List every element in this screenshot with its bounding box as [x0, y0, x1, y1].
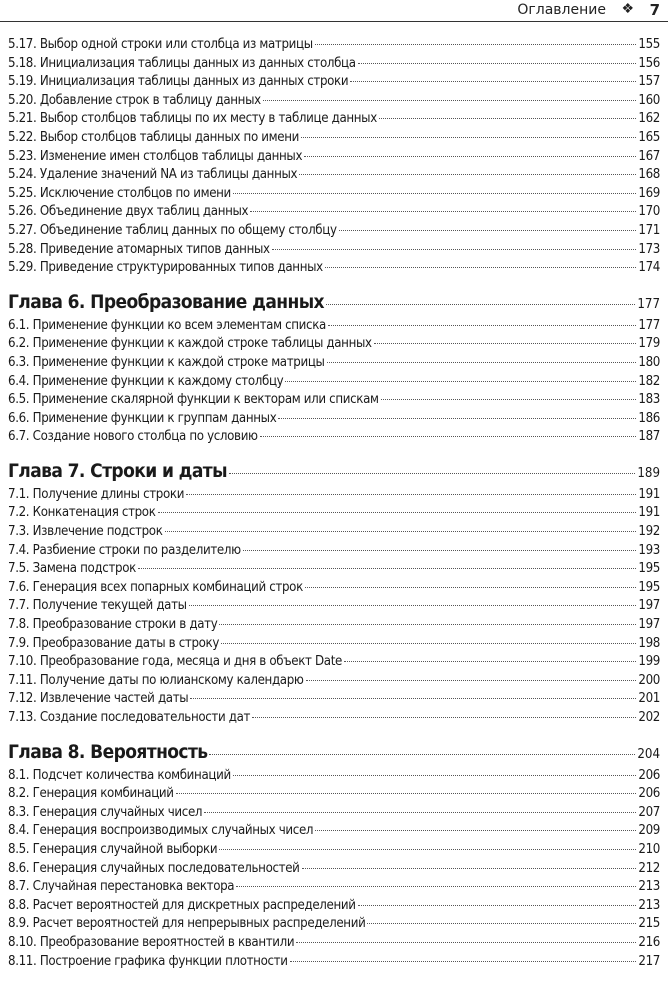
toc-entry-page: 186 [638, 410, 660, 426]
dot-leader [189, 605, 637, 606]
toc-entry-page: 160 [638, 92, 660, 108]
dot-leader [229, 473, 635, 474]
toc-entry-page: 171 [638, 222, 660, 238]
toc-entry-title: 8.9. Расчет вероятностей для непрерывных распределений [8, 916, 366, 932]
toc-entry[interactable] [8, 560, 660, 579]
chapter-title: Глава 8. Вероятность [8, 740, 208, 763]
toc-entry-title: 7.9. Преобразование даты в строку [8, 635, 220, 651]
toc-entry[interactable] [8, 222, 660, 241]
toc-entry[interactable] [8, 241, 660, 260]
toc-entry[interactable] [8, 36, 660, 55]
toc-entry[interactable] [8, 953, 660, 972]
toc-entry-title: 5.22. Выбор столбцов таблицы данных по имени [8, 129, 299, 145]
toc-entry-title: 5.27. Объединение таблиц данных по общему столбцу [8, 222, 337, 238]
toc-entry-title: 7.3. Извлечение подстрок [8, 524, 163, 540]
dot-leader [325, 267, 637, 268]
toc-entry-page: 212 [638, 860, 660, 876]
toc-entry-title: 6.3. Применение функции к каждой строке матрицы [8, 354, 325, 370]
header-divider [0, 21, 668, 22]
dot-leader [260, 436, 637, 437]
dot-leader [165, 531, 637, 532]
toc-entry-title: 5.23. Изменение имен столбцов таблицы данных [8, 148, 303, 164]
toc-entry-page: 197 [638, 598, 660, 614]
toc-entry[interactable] [8, 635, 660, 654]
dot-leader [350, 81, 636, 82]
chapter-page-number: 177 [637, 296, 660, 312]
toc-entry-page: 177 [638, 317, 660, 333]
toc-entry[interactable] [8, 616, 660, 635]
toc-entry-title: 7.2. Конкатенация строк [8, 505, 156, 521]
toc-entry-page: 169 [638, 185, 660, 201]
dot-leader [186, 494, 636, 495]
dot-leader [304, 156, 636, 157]
page-header [0, 0, 668, 22]
toc-entry[interactable] [8, 523, 660, 542]
toc-entry-page: 165 [638, 129, 660, 145]
toc-entry[interactable] [8, 767, 660, 786]
dot-leader [158, 512, 637, 513]
toc-entry[interactable] [8, 915, 660, 934]
dot-leader [305, 587, 637, 588]
toc-entry-page: 215 [638, 916, 660, 932]
toc-entry-page: 202 [638, 710, 660, 725]
toc-entry-page: 195 [638, 579, 660, 595]
dot-leader [219, 624, 636, 625]
table-of-contents [8, 36, 660, 971]
dot-leader [358, 905, 637, 906]
toc-entry-title: 8.11. Построение графика функции плотности [8, 953, 288, 969]
running-head-title: Оглавление [517, 2, 606, 18]
toc-entry-title: 8.6. Генерация случайных последовательностей [8, 860, 300, 876]
toc-entry-title: 5.24. Удаление значений NA из таблицы данных [8, 167, 298, 183]
toc-entry-title: 7.4. Разбиение строки по разделителю [8, 542, 241, 558]
toc-entry[interactable] [8, 317, 660, 336]
dot-leader [233, 775, 637, 776]
toc-entry-page: 179 [638, 336, 660, 352]
toc-entry-page: 157 [638, 74, 660, 90]
toc-entry-title: 7.12. Извлечение частей даты [8, 691, 189, 707]
toc-entry-page: 155 [638, 37, 660, 52]
toc-entry-page: 206 [638, 786, 660, 802]
dot-leader [250, 211, 636, 212]
dot-leader [290, 961, 637, 962]
section-gap [8, 447, 660, 459]
toc-entry-page: 187 [638, 429, 660, 445]
toc-entry-page: 156 [638, 55, 660, 71]
dot-leader [204, 812, 636, 813]
toc-entry[interactable] [8, 110, 660, 129]
dot-leader [306, 680, 637, 681]
toc-entry-page: 213 [638, 897, 660, 913]
toc-entry[interactable] [8, 841, 660, 860]
toc-entry[interactable] [8, 860, 660, 879]
dot-leader [296, 942, 636, 943]
toc-entry-page: 191 [638, 486, 660, 502]
dot-leader [176, 793, 637, 794]
chapter-heading[interactable] [8, 459, 660, 483]
toc-entry-page: 170 [638, 204, 660, 220]
toc-entry-title: 5.18. Инициализация таблицы данных из данных столбца [8, 55, 356, 71]
toc-entry-page: 182 [638, 373, 660, 389]
toc-entry-title: 5.17. Выбор одной строки или столбца из матрицы [8, 37, 313, 52]
dot-leader [263, 100, 637, 101]
dot-leader [243, 550, 637, 551]
toc-entry-title: 7.7. Получение текущей даты [8, 598, 187, 614]
page-number: 7 [649, 1, 660, 19]
toc-entry[interactable] [8, 542, 660, 561]
dot-leader [302, 868, 637, 869]
dot-leader [315, 830, 636, 831]
toc-entry[interactable] [8, 897, 660, 916]
toc-entry-title: 7.8. Преобразование строки в дату [8, 617, 218, 633]
toc-entry-title: 6.7. Создание нового столбца по условию [8, 429, 258, 445]
toc-entry-page: 199 [638, 654, 660, 670]
toc-entry-title: 6.5. Применение скалярной функции к векторам или спискам [8, 392, 379, 408]
dot-leader [379, 118, 637, 119]
toc-entry[interactable] [8, 55, 660, 74]
toc-entry-title: 5.21. Выбор столбцов таблицы по их месту в таблице данных [8, 111, 377, 127]
dot-leader [315, 44, 637, 45]
dot-leader [252, 717, 636, 718]
toc-entry-title: 8.7. Случайная перестановка вектора [8, 879, 235, 895]
section-gap [8, 728, 660, 740]
dot-leader [233, 193, 636, 194]
toc-entry-title: 7.13. Создание последовательности дат [8, 710, 251, 725]
dot-leader [190, 698, 636, 699]
dot-leader [138, 568, 636, 569]
toc-entry-title: 6.6. Применение функции к группам данных [8, 410, 277, 426]
dot-leader [339, 230, 637, 231]
toc-entry[interactable] [8, 185, 660, 204]
dot-leader [272, 249, 637, 250]
dot-leader [285, 381, 636, 382]
toc-entry-title: 8.4. Генерация воспроизводимых случайных чисел [8, 823, 314, 839]
toc-entry[interactable] [8, 822, 660, 841]
dot-leader [328, 325, 636, 326]
toc-entry-page: 174 [638, 260, 660, 276]
toc-entry-page: 183 [638, 392, 660, 408]
toc-entry-page: 216 [638, 934, 660, 950]
toc-entry-page: 162 [638, 111, 660, 127]
toc-entry[interactable] [8, 148, 660, 167]
toc-entry-title: 8.10. Преобразование вероятностей в квантили [8, 934, 295, 950]
dot-leader [374, 343, 637, 344]
chapter-heading[interactable] [8, 290, 660, 314]
toc-entry[interactable] [8, 92, 660, 111]
toc-entry-title: 6.1. Применение функции ко всем элементам списка [8, 317, 326, 333]
toc-entry-title: 5.26. Объединение двух таблиц данных [8, 204, 249, 220]
dot-leader [381, 399, 637, 400]
toc-entry-title: 7.11. Получение даты по юлианскому календарю [8, 672, 304, 688]
toc-entry-page: 197 [638, 617, 660, 633]
toc-entry[interactable] [8, 934, 660, 953]
dot-leader [358, 63, 637, 64]
toc-entry-title: 6.4. Применение функции к каждому столбцу [8, 373, 284, 389]
toc-entry-page: 195 [638, 561, 660, 577]
dot-leader [367, 923, 636, 924]
ornament-icon: ❖ [621, 1, 634, 17]
dot-leader [326, 304, 635, 305]
toc-entry-page: 173 [638, 241, 660, 257]
toc-entry-title: 7.6. Генерация всех попарных комбинаций строк [8, 579, 303, 595]
toc-entry[interactable] [8, 335, 660, 354]
toc-entry[interactable] [8, 579, 660, 598]
toc-entry-title: 8.2. Генерация комбинаций [8, 786, 174, 802]
toc-entry-title: 7.10. Преобразование года, месяца и дня в объект Date [8, 654, 342, 670]
toc-entry-title: 8.8. Расчет вероятностей для дискретных распределений [8, 897, 356, 913]
dot-leader [327, 362, 637, 363]
toc-entry[interactable] [8, 597, 660, 616]
toc-entry[interactable] [8, 373, 660, 392]
toc-entry[interactable] [8, 653, 660, 672]
toc-entry-page: 167 [638, 148, 660, 164]
toc-entry[interactable] [8, 259, 660, 278]
toc-entry-page: 217 [638, 953, 660, 969]
toc-entry[interactable] [8, 203, 660, 222]
toc-entry-page: 180 [638, 354, 660, 370]
toc-entry-title: 5.19. Инициализация таблицы данных из данных строки [8, 74, 349, 90]
dot-leader [209, 754, 635, 755]
chapter-page-number: 204 [637, 746, 660, 762]
toc-entry-title: 5.28. Приведение атомарных типов данных [8, 241, 270, 257]
toc-entry[interactable] [8, 129, 660, 148]
toc-entry-page: 206 [638, 767, 660, 783]
dot-leader [278, 418, 636, 419]
toc-entry[interactable] [8, 804, 660, 823]
section-gap [8, 278, 660, 290]
toc-entry[interactable] [8, 709, 660, 728]
toc-entry-page: 192 [638, 524, 660, 540]
toc-entry-page: 168 [638, 167, 660, 183]
toc-entry-page: 207 [638, 804, 660, 820]
toc-entry-title: 5.25. Исключение столбцов по имени [8, 185, 231, 201]
toc-entry-title: 6.2. Применение функции к каждой строке таблицы данных [8, 336, 372, 352]
toc-entry[interactable] [8, 878, 660, 897]
toc-entry-title: 7.5. Замена подстрок [8, 561, 136, 577]
toc-entry[interactable] [8, 672, 660, 691]
toc-entry[interactable] [8, 410, 660, 429]
toc-entry-page: 193 [638, 542, 660, 558]
toc-entry-page: 209 [638, 823, 660, 839]
toc-entry[interactable] [8, 785, 660, 804]
toc-entry-title: 8.3. Генерация случайных чисел [8, 804, 203, 820]
toc-entry-page: 213 [638, 879, 660, 895]
toc-entry[interactable] [8, 391, 660, 410]
toc-entry[interactable] [8, 73, 660, 92]
dot-leader [219, 849, 636, 850]
toc-entry-title: 7.1. Получение длины строки [8, 486, 185, 502]
chapter-page-number: 189 [637, 465, 660, 481]
toc-entry[interactable] [8, 354, 660, 373]
toc-entry-page: 201 [638, 691, 660, 707]
toc-entry[interactable] [8, 504, 660, 523]
toc-entry-title: 8.1. Подсчет количества комбинаций [8, 767, 231, 783]
dot-leader [221, 643, 636, 644]
toc-entry-title: 5.29. Приведение структурированных типов данных [8, 260, 323, 276]
toc-entry-page: 191 [638, 505, 660, 521]
toc-entry-page: 210 [638, 841, 660, 857]
chapter-title: Глава 6. Преобразование данных [8, 290, 324, 313]
toc-entry-title: 8.5. Генерация случайной выборки [8, 841, 218, 857]
dot-leader [236, 886, 636, 887]
toc-entry-page: 198 [638, 635, 660, 651]
dot-leader [299, 174, 636, 175]
toc-entry-title: 5.20. Добавление строк в таблицу данных [8, 92, 261, 108]
toc-entry-page: 200 [638, 672, 660, 688]
chapter-heading[interactable] [8, 740, 660, 764]
dot-leader [344, 661, 636, 662]
chapter-title: Глава 7. Строки и даты [8, 459, 227, 482]
toc-entry[interactable] [8, 166, 660, 185]
toc-entry[interactable] [8, 690, 660, 709]
dot-leader [301, 137, 636, 138]
toc-entry[interactable] [8, 428, 660, 447]
toc-entry[interactable] [8, 486, 660, 505]
